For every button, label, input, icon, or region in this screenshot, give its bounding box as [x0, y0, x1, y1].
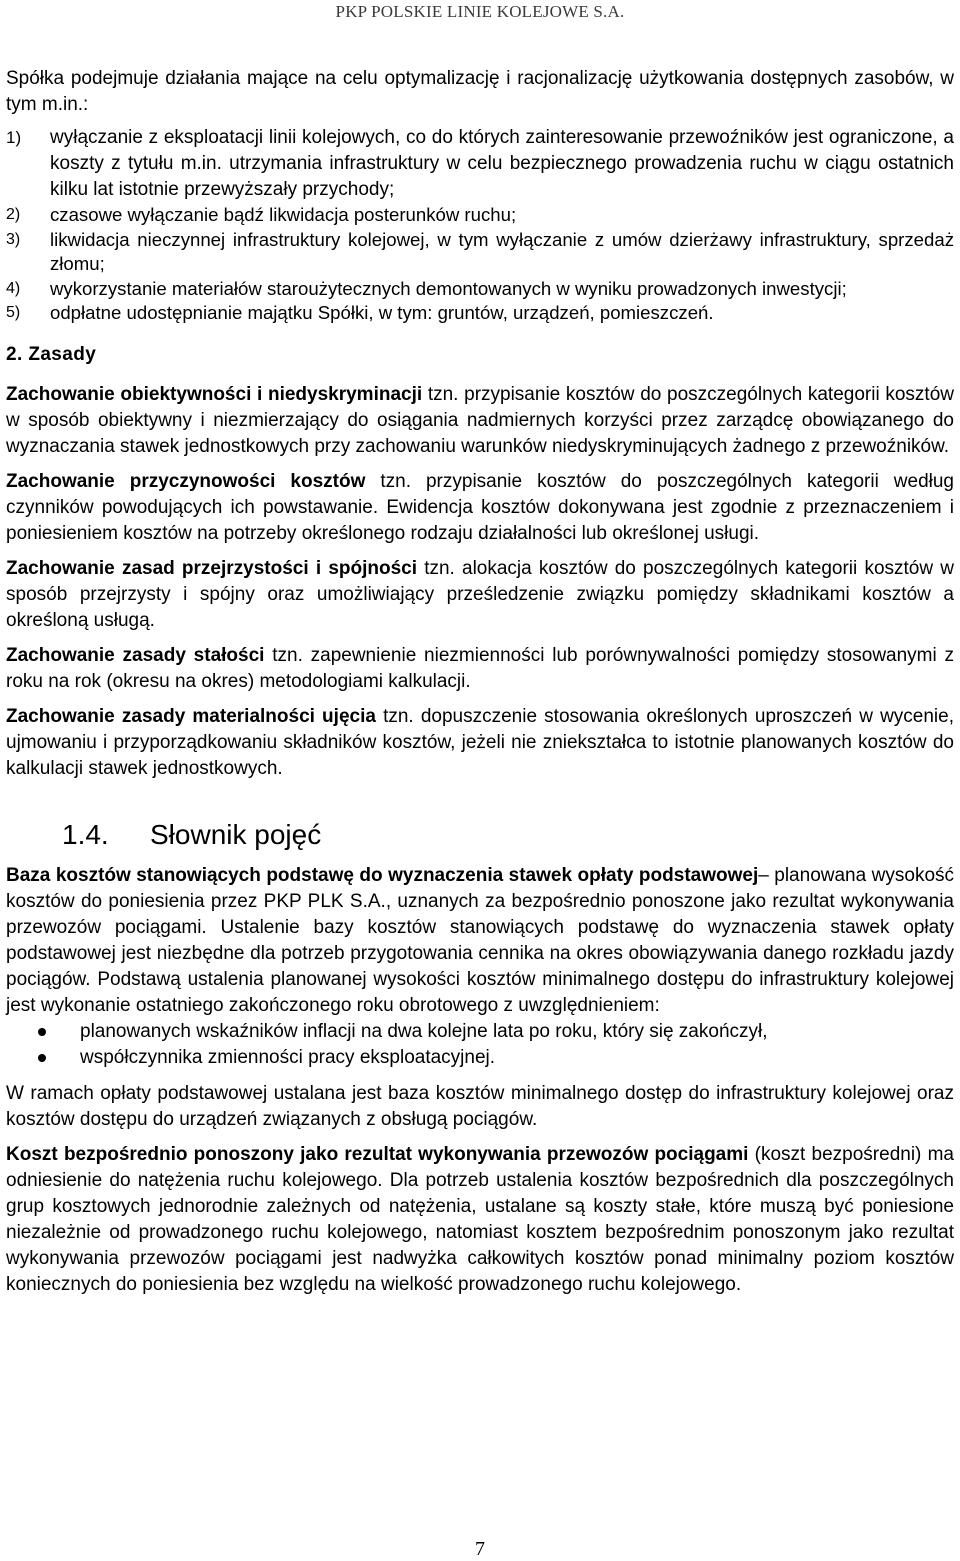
rule-text: tzn. przypisanie kosztów do poszczególnych kategorii kosztów w sposób obiektywny i niezmierzający do osiągania nadmiernych korzyści przez zarządcę obowiązanego do wyznaczania stawek jednostkowych przy zachowaniu warunków niedyskryminujących żadnego z przewoźników.: [6, 383, 954, 457]
bullet-item: [6, 1019, 954, 1045]
definition-text: – planowana wysokość kosztów do poniesienia przez PKP PLK S.A., uznanych za bezpośrednio ponoszone jako rezultat wykonywania przewozów pociągami. Ustalenie bazy kosztów stanowiących podstawę do wyznaczenia stawek opłaty podstawowej jest niezbędne dla potrzeb przygotowania cennika na okres obowiązywania danego rozkładu jazdy pociągów. Podstawą ustalenia planowanej wysokości kosztów minimalnego dostępu do infrastruktury kolejowej jest wykonanie ostatniego zakończonego roku obrotowego z uwzględnieniem:: [6, 864, 955, 1016]
rule-paragraph: [6, 643, 954, 695]
rule-term: Zachowanie obiektywności i niedyskryminacji: [6, 383, 423, 405]
list-item-number: 5): [6, 304, 21, 321]
basic-fee-paragraph: W ramach opłaty podstawowej ustalana jest baza kosztów minimalnego dostęp do infrastruktury kolejowej oraz kosztów dostępu do urządzeń związanych z obsługą pociągów.: [6, 1082, 954, 1130]
document-body: [6, 66, 954, 1298]
list-item-text: likwidacja nieczynnej infrastruktury kolejowej, w tym wyłączanie z umów dzierżawy infrastruktury, sprzedaż złomu;: [50, 228, 954, 274]
definition-paragraph: [6, 863, 954, 1019]
intro-paragraph: Spółka podejmuje działania mające na celu optymalizację i racjonalizację użytkowania dostępnych zasobów, w tym m.in.:: [6, 68, 954, 115]
bullet-item: [6, 1045, 954, 1071]
list-item-number: 1): [6, 128, 22, 147]
list-item: [6, 228, 954, 277]
rule-text: tzn. alokacja kosztów do poszczególnych kategorii kosztów w sposób przejrzysty i spójny oraz umożliwiający prześledzenie związku pomiędzy składnikami kosztów a określoną usługą.: [6, 557, 954, 631]
rule-term: Zachowanie przyczynowości kosztów: [6, 470, 366, 492]
list-item: [6, 125, 954, 203]
rule-text: tzn. przypisanie kosztów do poszczególnych kategorii według czynników powodujących ich powstawanie. Ewidencja kosztów dokonywana jest zgodnie z przeznaczeniem i poniesieniem kosztów na potrzeby określonego rodzaju działalności lub określonej usługi.: [6, 470, 954, 544]
bullet-icon: [38, 1028, 46, 1036]
list-item-text: wyłączanie z eksploatacji linii kolejowych, co do których zainteresowanie przewoźników jest ograniczone, a koszty z tytułu m.in. utrzymania infrastruktury w celu bezpiecznego prowadzenia ruchu w ciągu ostatnich kilku lat istotnie przewyższały przychody;: [50, 127, 954, 200]
rule-term: Zachowanie zasady stałości: [6, 644, 265, 666]
definition-term: Baza kosztów stanowiących podstawę do wyznaczenia stawek opłaty podstawowej: [6, 864, 759, 886]
rule-term: Zachowanie zasady materialności ujęcia: [6, 705, 376, 727]
definition-term: Koszt bezpośrednio ponoszony jako rezultat wykonywania przewozów pociągami: [6, 1143, 749, 1165]
rule-text: tzn. zapewnienie niezmienności lub porównywalności pomiędzy stosowanymi z roku na rok (okresu na okres) metodologiami kalkulacji.: [6, 644, 954, 692]
section-title: Słownik pojęć: [150, 818, 322, 850]
rule-paragraph: [6, 556, 954, 634]
rule-text: tzn. dopuszczenie stosowania określonych uproszczeń w wycenie, ujmowaniu i przyporządkowaniu składników kosztów, jeżeli nie zniekształca to istotnie planowanych kosztów do kalkulacji stawek jednostkowych.: [6, 705, 954, 779]
section-heading-slownik: [6, 817, 954, 853]
rule-paragraph: [6, 469, 954, 547]
list-item-number: 2): [6, 206, 21, 223]
list-item-number: 3): [6, 230, 21, 248]
rule-term: Zachowanie zasad przejrzystości i spójności: [6, 557, 417, 579]
definition-paragraph: [6, 1142, 954, 1298]
list-item: [6, 277, 954, 302]
rule-paragraph: [6, 382, 954, 460]
page-header: PKP POLSKIE LINIE KOLEJOWE S.A.: [335, 2, 625, 21]
bullet-icon: [38, 1054, 46, 1062]
numbered-list: [6, 125, 954, 326]
list-item: [6, 301, 954, 326]
definition-text: (koszt bezpośredni) ma odniesienie do natężenia ruchu kolejowego. Dla potrzeb ustalenia kosztów bezpośrednich dla poszczególnych grup kosztowych jednorodnie zależnych od natężenia, ustalane są koszty stałe, które muszą być poniesione niezależnie od prowadzonego ruchu kolejowego, natomiast kosztem bezpośrednim ponoszonym jako rezultat wykonywania przewozów pociągami jest nadwyżka całkowitych kosztów ponad minimalny poziom kosztów koniecznych do poniesienia bez względu na wielkość prowadzonego ruchu kolejowego.: [6, 1143, 954, 1295]
section-number: 1.4.: [62, 818, 109, 850]
list-item: [6, 203, 954, 228]
bullet-text: współczynnika zmienności pracy eksploatacyjnej.: [80, 1046, 496, 1068]
section-heading-zasady: 2. Zasady: [6, 343, 97, 365]
list-item-text: odpłatne udostępnianie majątku Spółki, w tym: gruntów, urządzeń, pomieszczeń.: [50, 302, 714, 323]
list-item-text: wykorzystanie materiałów staroużytecznych demontowanych w wyniku prowadzonych inwestycji;: [50, 277, 847, 299]
bullet-list: [6, 1019, 954, 1071]
list-item-text: czasowe wyłączanie bądź likwidacja posterunków ruchu;: [50, 204, 517, 225]
bullet-text: planowanych wskaźników inflacji na dwa kolejne lata po roku, który się zakończył,: [80, 1020, 768, 1042]
rule-paragraph: [6, 704, 954, 782]
page-number: 7: [475, 1538, 485, 1560]
list-item-number: 4): [6, 279, 21, 297]
